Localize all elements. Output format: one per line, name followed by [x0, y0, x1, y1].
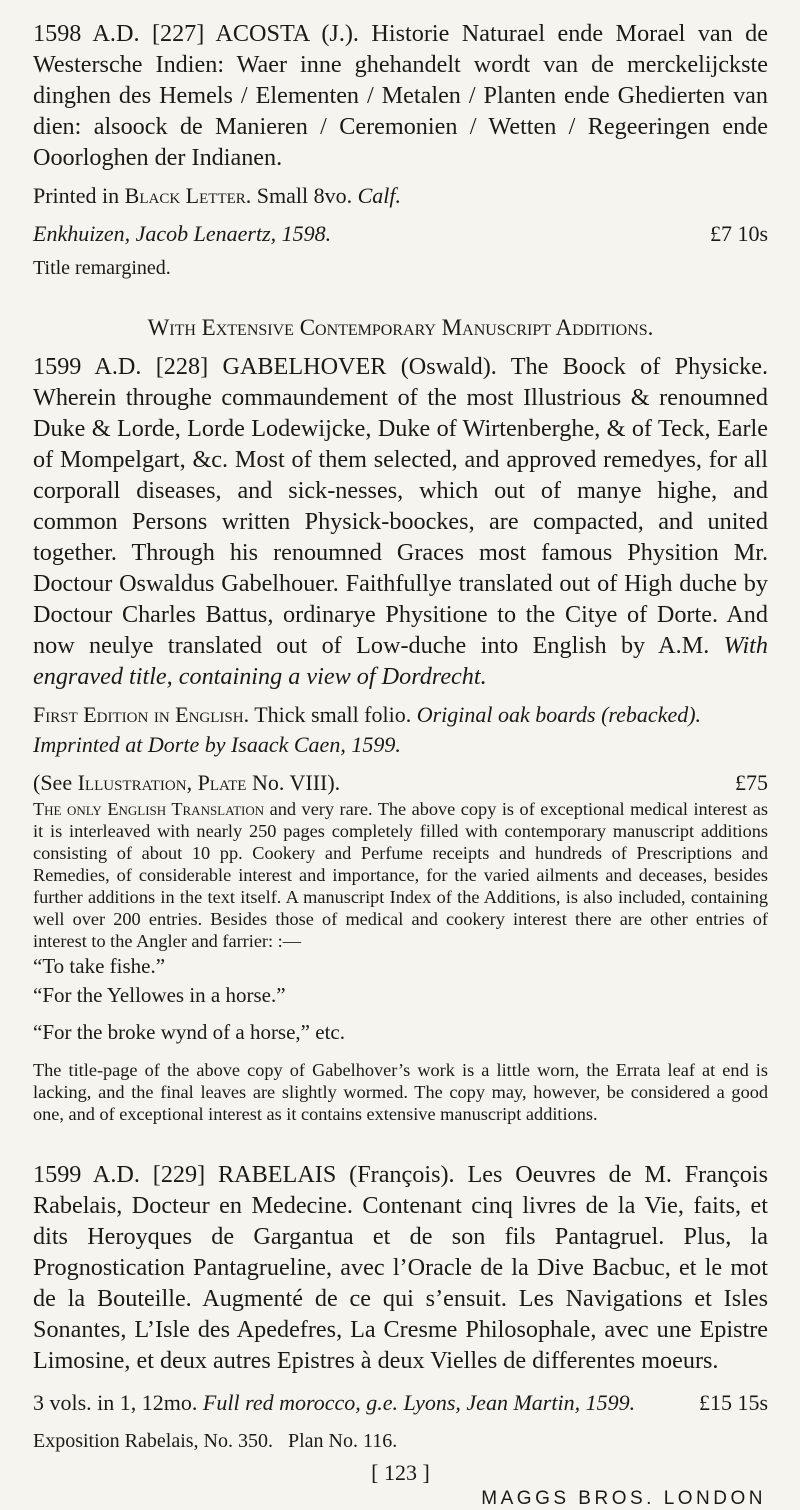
entry-number: [227]: [151, 20, 205, 47]
entry-title: Historie Naturael ende Morael van de Westersche Indien: Waer inne ghehandelt wordt van de merckelijckste dinghen des Hemels / Elementen / Metalen / Planten ende Ghedierten van dien: alsoock de Manieren / Ceremonien / Wetten / Regeeringen ende Ooorloghen der Indianen.: [33, 20, 769, 171]
format-size: Thick small folio.: [254, 702, 412, 727]
entry-illustration-line: [33, 768, 768, 798]
quote-line: “To take fishe.”: [33, 954, 166, 978]
description-lead: The only English Translation: [33, 799, 265, 819]
quote-line: “For the broke wynd of a horse,” etc.: [33, 1020, 345, 1044]
imprint: Enkhuizen, Jacob Lenaertz, 1598.: [33, 221, 332, 246]
description-text: and very rare. The above copy is of exceptional medical interest as it is interleaved with nearly 250 pages completely filled with contemporary manuscript additions consisting of about 10 pp. Cookery and Perfume receipts and hundreds of Prescriptions and Remedies, of considerable interest and importance, for the varied ailments and deceases, besides further additions in the text itself. A manuscript Index of the Additions, is also included, containing well over 200 entries. Besides those of medical and cookery interest there are other entries of interest to the Angler and farrier: :—: [33, 799, 768, 951]
entry-author: RABELAIS (François).: [218, 1161, 455, 1188]
entry-title: The Boock of Physicke. Wherein throughe commaundement of the most Illustrious & renoumned Duke & Lorde, Lorde Lodewijcke, Duke of Wirtenberghe, & of Teck, Earle of Mompelgart, &c. Most of them selected, and approved remedyes, for all corporall diseases, and sick-nesses, which out of manye highe, and common Persons written Physick-boockes, are compacted, and united together. Through his renoumned Graces most famous Physition Mr. Doctour Oswaldus Gabelhouer. Faithfullye translated out of High duche by Doctour Charles Battus, ordinarye Physitione to the Citye of Dorte. And now neulye translated out of Low-duche into English by A.M.: [33, 353, 769, 659]
entry-title-italic: With engraved title, containing a view of Dordrecht.: [33, 632, 768, 690]
entry-title: Les Oeuvres de M. François Rabelais, Docteur en Medecine. Contenant cinq livres de la Vie, faits, et dits Heroyques de Gargantua et de son fils Pantagruel. Plus, la Prognostication Pantagrueline, avec l’Oracle de la Dive Bacbuc, et le mot de la Bouteille. Augmenté de ce qui s’ensuit. Les Navigations et Isles Sonantes, L’Isle des Apedefres, La Cresme Philosophale, avec une Epistre Limosine, et deux autres Epistres à deux Vielles de differentes moeurs.: [33, 1161, 769, 1374]
illustration-label: Illustration, Plate: [77, 770, 247, 795]
binding: Full red morocco, g.e.: [202, 1390, 399, 1415]
entry-format: [33, 181, 768, 211]
entry-title-block: [33, 1159, 768, 1376]
entry-author: ACOSTA (J.).: [215, 20, 359, 47]
entry-condition: The title-page of the above copy of Gabelhover’s work is a little worn, the Errata leaf at end is lacking, and the final leaves are slightly wormed. The copy may, however, be considered a good one, and of exceptional interest as it contains extensive manuscript additions.: [33, 1060, 768, 1124]
entry-number: [228]: [155, 353, 209, 380]
price: £7 10s: [709, 221, 768, 246]
entry-title-block: [33, 351, 768, 692]
entry-note: Exposition Rabelais, No. 350. Plan No. 116.: [33, 1430, 398, 1452]
entry-date: 1599 A.D.: [33, 353, 142, 380]
entry-author: GABELHOVER (Oswald).: [222, 353, 497, 380]
entry-title-block: [33, 18, 768, 173]
entry-description: [33, 798, 768, 952]
price: £15 15s: [698, 1390, 768, 1415]
illustration-suffix: No. VIII).: [251, 770, 341, 795]
price: £75: [735, 770, 768, 795]
format-size: 3 vols. in 1, 12mo.: [33, 1390, 198, 1415]
entry-format-line: [33, 1388, 768, 1418]
section-heading: With Extensive Contemporary Manuscript Additions.: [147, 315, 654, 340]
format-letter: Black Letter.: [124, 183, 252, 208]
edition: First Edition in English.: [33, 702, 250, 727]
entry-imprint-line: [33, 219, 768, 249]
entry-number: [229]: [152, 1161, 206, 1188]
imprint: Imprinted at Dorte by Isaack Caen, 1599.: [33, 732, 401, 757]
format-prefix: Printed in: [33, 183, 120, 208]
entry-date: 1598 A.D.: [33, 20, 140, 47]
entry-date: 1599 A.D.: [33, 1161, 140, 1188]
imprint: Lyons, Jean Martin, 1599.: [403, 1390, 636, 1415]
page-number: [ 123 ]: [371, 1460, 430, 1485]
entry-227: [33, 18, 768, 279]
entry-note: Title remargined.: [33, 257, 171, 279]
format-size: Small 8vo.: [256, 183, 353, 208]
binding: Calf.: [357, 183, 402, 208]
entry-format: [33, 700, 768, 730]
illustration-prefix: (See: [33, 770, 73, 795]
entry-228: [33, 313, 768, 1125]
binding: Original oak boards (rebacked).: [416, 702, 702, 727]
quote-line: “For the Yellowes in a horse.”: [33, 983, 286, 1007]
publisher-footer: MAGGS BROS. LONDON: [481, 1488, 766, 1509]
entry-229: [33, 1159, 768, 1456]
